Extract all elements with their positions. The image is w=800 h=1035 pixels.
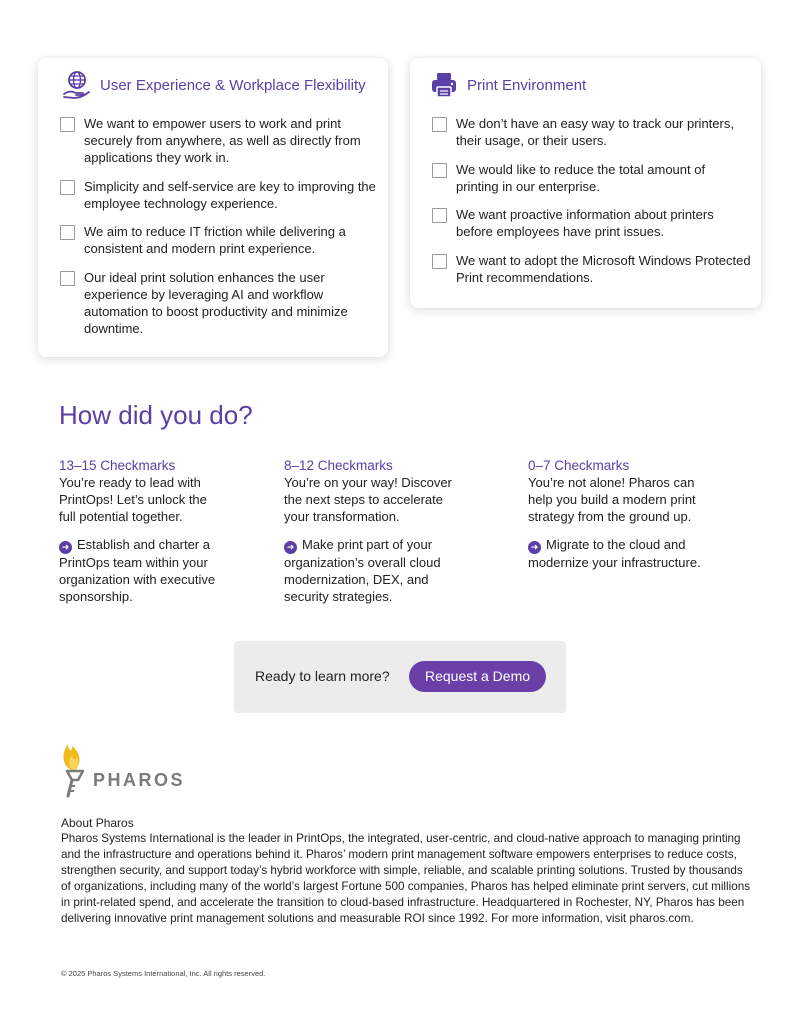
- checklist-item[interactable]: [60, 115, 378, 166]
- checklist-item-text: We want to adopt the Microsoft Windows Protected Print recommendations.: [456, 253, 751, 285]
- checklist-item[interactable]: [432, 161, 751, 195]
- checklist-item-text: We don’t have an easy way to track our printers, their usage, or their users.: [456, 116, 734, 148]
- checkbox[interactable]: [432, 117, 447, 132]
- arrow-right-icon: ➜: [284, 541, 297, 554]
- result-action-text: Make print part of your organization’s overall cloud modernization, DEX, and security strategies.: [284, 537, 441, 604]
- result-column: [59, 457, 224, 605]
- checklist-item-text: We want proactive information about printers before employees have print issues.: [456, 207, 714, 239]
- ux-card-header: [62, 70, 366, 100]
- checklist-item[interactable]: [432, 206, 751, 240]
- result-heading: 13–15 Checkmarks: [59, 458, 176, 473]
- logo-wordmark: PHAROS: [93, 770, 186, 790]
- checklist-item[interactable]: [432, 115, 751, 149]
- print-environment-card: [410, 58, 761, 308]
- result-column: [528, 457, 718, 571]
- checklist-item-text: We aim to reduce IT friction while delivering a consistent and modern print experience.: [84, 224, 346, 256]
- checklist-item-text: Simplicity and self-service are key to improving the employee technology experience.: [84, 179, 376, 211]
- checklist-item[interactable]: [432, 252, 751, 286]
- result-body: You’re ready to lead with PrintOps! Let’s unlock the full potential together.: [59, 475, 207, 524]
- checkbox[interactable]: [432, 163, 447, 178]
- checklist-item[interactable]: [60, 223, 378, 257]
- result-action: [284, 536, 466, 605]
- checklist-item[interactable]: [60, 178, 378, 212]
- checklist-item-text: We want to empower users to work and print securely from anywhere, as well as directly from applications they work in.: [84, 116, 361, 165]
- ux-card-title: User Experience & Workplace Flexibility: [100, 76, 366, 94]
- arrow-right-icon: ➜: [59, 541, 72, 554]
- checklist-item-text: We would like to reduce the total amount of printing in our enterprise.: [456, 162, 706, 194]
- checkbox[interactable]: [60, 117, 75, 132]
- print-card-header: [429, 70, 586, 100]
- copyright: © 2025 Pharos Systems International, Inc. All rights reserved.: [61, 969, 266, 978]
- printer-icon: [429, 70, 459, 100]
- checkbox[interactable]: [432, 254, 447, 269]
- result-body: You’re not alone! Pharos can help you build a modern print strategy from the ground up.: [528, 475, 696, 524]
- cta-banner: [234, 641, 566, 713]
- result-action: [528, 536, 718, 571]
- checkbox[interactable]: [432, 208, 447, 223]
- checkbox[interactable]: [60, 180, 75, 195]
- pharos-logo: [58, 740, 188, 800]
- result-body: You’re on your way! Discover the next steps to accelerate your transformation.: [284, 475, 452, 524]
- arrow-right-icon: ➜: [528, 541, 541, 554]
- checkbox[interactable]: [60, 271, 75, 286]
- print-card-title: Print Environment: [467, 76, 587, 94]
- result-heading: 0–7 Checkmarks: [528, 458, 630, 473]
- ux-checklist-card: [38, 58, 388, 357]
- checklist-item-text: Our ideal print solution enhances the user experience by leveraging AI and workflow automation to boost productivity and minimize downtime.: [84, 270, 348, 336]
- cta-prompt: Ready to learn more?: [255, 668, 390, 684]
- globe-hand-icon: [62, 70, 92, 100]
- result-action: [59, 536, 224, 605]
- checklist-item[interactable]: [60, 269, 378, 337]
- about-body: Pharos Systems International is the leader in PrintOps, the integrated, user-centric, and cloud-native approach to managing printing and the infrastructure and operations behind it. Pharos’ modern print management software empowers enterprises to reduce costs, strengthen security, and support today’s hybrid workforce with simple, reliable, and scalable printing solutions. Trusted by thousands of organizations, including many of the world’s largest Fortune 500 companies, Pharos has helped eliminate print servers, cut millions in print-related spend, and accelerate the transition to cloud-based infrastructure. Headquartered in Rochester, NY, Pharos has been delivering innovative print management solutions and measurable ROI since 1992. For more information, visit pharos.com.: [61, 832, 751, 925]
- result-action-text: Migrate to the cloud and modernize your infrastructure.: [528, 537, 701, 570]
- results-title: How did you do?: [59, 400, 253, 430]
- result-heading: 8–12 Checkmarks: [284, 458, 393, 473]
- torch-logo-icon: [58, 740, 94, 800]
- result-column: [284, 457, 466, 605]
- checkbox[interactable]: [60, 225, 75, 240]
- result-action-text: Establish and charter a PrintOps team within your organization with executive sponsorship.: [59, 537, 216, 604]
- about-heading: About Pharos: [61, 816, 134, 830]
- request-demo-button[interactable]: Request a Demo: [409, 661, 546, 692]
